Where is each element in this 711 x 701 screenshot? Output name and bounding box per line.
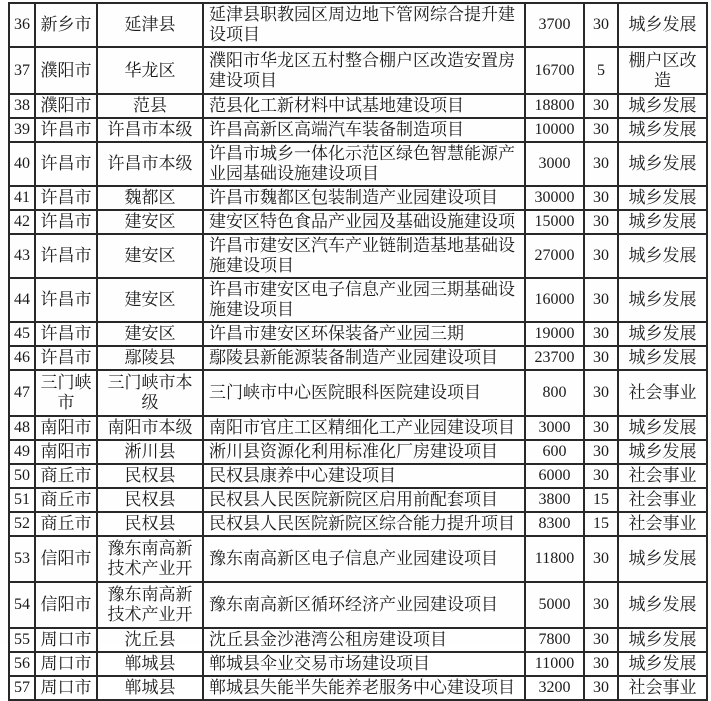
table-row bbox=[9, 536, 707, 582]
cell-term: 30 bbox=[584, 676, 618, 700]
cell-term: 15 bbox=[584, 512, 618, 536]
cell-term: 30 bbox=[584, 94, 618, 118]
cell-amount: 7800 bbox=[525, 628, 584, 652]
cell-category: 城乡发展 bbox=[618, 118, 707, 142]
table-row bbox=[9, 322, 707, 346]
cell-city: 濮阳市 bbox=[35, 47, 97, 94]
cell-amount: 30000 bbox=[525, 186, 584, 210]
cell-amount: 11000 bbox=[525, 652, 584, 676]
cell-project: 郸城县伞业交易市场建设项目 bbox=[203, 652, 525, 676]
cell-city: 周口市 bbox=[35, 652, 97, 676]
cell-project: 许昌市魏都区包装制造产业园建设项目 bbox=[203, 186, 525, 210]
table-row bbox=[9, 118, 707, 142]
cell-term: 5 bbox=[584, 47, 618, 94]
cell-category: 城乡发展 bbox=[618, 440, 707, 464]
table-row bbox=[9, 370, 707, 416]
cell-category: 城乡发展 bbox=[618, 536, 707, 582]
table-row bbox=[9, 186, 707, 210]
table-row bbox=[9, 582, 707, 628]
cell-city: 许昌市 bbox=[35, 210, 97, 234]
cell-county: 郸城县 bbox=[97, 652, 203, 676]
cell-city: 信阳市 bbox=[35, 582, 97, 628]
cell-category: 城乡发展 bbox=[618, 234, 707, 278]
cell-term: 30 bbox=[584, 210, 618, 234]
table-row bbox=[9, 676, 707, 700]
cell-category: 城乡发展 bbox=[618, 186, 707, 210]
cell-category: 城乡发展 bbox=[618, 322, 707, 346]
cell-category: 城乡发展 bbox=[618, 582, 707, 628]
cell-term: 30 bbox=[584, 370, 618, 416]
cell-no: 38 bbox=[9, 94, 35, 118]
cell-category: 城乡发展 bbox=[618, 346, 707, 370]
cell-category: 社会事业 bbox=[618, 370, 707, 416]
cell-project: 许昌市城乡一体化示范区绿色智慧能源产业园基础设施建设项目 bbox=[203, 142, 525, 186]
cell-county: 豫东南高新技术产业开 bbox=[97, 536, 203, 582]
cell-category: 社会事业 bbox=[618, 512, 707, 536]
table-row bbox=[9, 346, 707, 370]
cell-county: 郸城县 bbox=[97, 676, 203, 700]
table-row bbox=[9, 3, 707, 47]
cell-category: 城乡发展 bbox=[618, 416, 707, 440]
cell-no: 50 bbox=[9, 464, 35, 488]
cell-amount: 800 bbox=[525, 370, 584, 416]
cell-category: 城乡发展 bbox=[618, 628, 707, 652]
cell-category: 城乡发展 bbox=[618, 210, 707, 234]
cell-term: 30 bbox=[584, 628, 618, 652]
cell-category: 城乡发展 bbox=[618, 94, 707, 118]
cell-term: 30 bbox=[584, 346, 618, 370]
cell-no: 47 bbox=[9, 370, 35, 416]
cell-project: 许昌市建安区汽车产业链制造基地基础设施建设项目 bbox=[203, 234, 525, 278]
table-row bbox=[9, 94, 707, 118]
cell-no: 51 bbox=[9, 488, 35, 512]
cell-project: 许昌市建安区环保装备产业园三期 bbox=[203, 322, 525, 346]
cell-city: 商丘市 bbox=[35, 488, 97, 512]
cell-category: 社会事业 bbox=[618, 464, 707, 488]
cell-project: 民权县康养中心建设项目 bbox=[203, 464, 525, 488]
cell-city: 许昌市 bbox=[35, 142, 97, 186]
cell-county: 延津县 bbox=[97, 3, 203, 47]
cell-project: 濮阳市华龙区五村整合棚户区改造安置房建设项目 bbox=[203, 47, 525, 94]
cell-county: 许昌市本级 bbox=[97, 118, 203, 142]
cell-county: 民权县 bbox=[97, 488, 203, 512]
cell-term: 30 bbox=[584, 234, 618, 278]
cell-county: 鄢陵县 bbox=[97, 346, 203, 370]
table-row bbox=[9, 652, 707, 676]
cell-project: 许昌高新区高端汽车装备制造项目 bbox=[203, 118, 525, 142]
table-row bbox=[9, 278, 707, 322]
cell-amount: 11800 bbox=[525, 536, 584, 582]
cell-amount: 3000 bbox=[525, 416, 584, 440]
table-row bbox=[9, 464, 707, 488]
table-body bbox=[9, 3, 707, 700]
cell-no: 49 bbox=[9, 440, 35, 464]
cell-county: 三门峡市本级 bbox=[97, 370, 203, 416]
cell-amount: 16700 bbox=[525, 47, 584, 94]
cell-city: 许昌市 bbox=[35, 234, 97, 278]
cell-amount: 600 bbox=[525, 440, 584, 464]
cell-project: 延津县职教园区周边地下管网综合提升建设项目 bbox=[203, 3, 525, 47]
cell-project: 鄢陵县新能源装备制造产业园建设项目 bbox=[203, 346, 525, 370]
cell-amount: 5000 bbox=[525, 582, 584, 628]
cell-project: 沈丘县金沙港湾公租房建设项目 bbox=[203, 628, 525, 652]
cell-county: 建安区 bbox=[97, 210, 203, 234]
cell-amount: 3700 bbox=[525, 3, 584, 47]
cell-amount: 6000 bbox=[525, 464, 584, 488]
cell-term: 30 bbox=[584, 536, 618, 582]
cell-amount: 10000 bbox=[525, 118, 584, 142]
cell-term: 15 bbox=[584, 488, 618, 512]
cell-category: 城乡发展 bbox=[618, 278, 707, 322]
cell-no: 44 bbox=[9, 278, 35, 322]
table-row bbox=[9, 234, 707, 278]
cell-term: 30 bbox=[584, 118, 618, 142]
cell-project: 民权县人民医院新院区综合能力提升项目 bbox=[203, 512, 525, 536]
table-row bbox=[9, 512, 707, 536]
cell-category: 社会事业 bbox=[618, 488, 707, 512]
cell-amount: 18800 bbox=[525, 94, 584, 118]
cell-no: 46 bbox=[9, 346, 35, 370]
cell-city: 信阳市 bbox=[35, 536, 97, 582]
cell-term: 30 bbox=[584, 3, 618, 47]
cell-term: 30 bbox=[584, 142, 618, 186]
table-row bbox=[9, 142, 707, 186]
cell-no: 53 bbox=[9, 536, 35, 582]
cell-city: 许昌市 bbox=[35, 186, 97, 210]
table-row bbox=[9, 210, 707, 234]
cell-term: 30 bbox=[584, 416, 618, 440]
cell-county: 民权县 bbox=[97, 464, 203, 488]
cell-no: 57 bbox=[9, 676, 35, 700]
cell-term: 30 bbox=[584, 464, 618, 488]
cell-city: 濮阳市 bbox=[35, 94, 97, 118]
cell-city: 商丘市 bbox=[35, 464, 97, 488]
cell-county: 沈丘县 bbox=[97, 628, 203, 652]
cell-amount: 8300 bbox=[525, 512, 584, 536]
cell-no: 40 bbox=[9, 142, 35, 186]
cell-county: 豫东南高新技术产业开 bbox=[97, 582, 203, 628]
cell-city: 周口市 bbox=[35, 628, 97, 652]
cell-no: 37 bbox=[9, 47, 35, 94]
cell-city: 许昌市 bbox=[35, 346, 97, 370]
cell-city: 许昌市 bbox=[35, 278, 97, 322]
cell-city: 许昌市 bbox=[35, 322, 97, 346]
cell-county: 范县 bbox=[97, 94, 203, 118]
cell-project: 民权县人民医院新院区启用前配套项目 bbox=[203, 488, 525, 512]
cell-city: 南阳市 bbox=[35, 440, 97, 464]
cell-county: 淅川县 bbox=[97, 440, 203, 464]
cell-no: 48 bbox=[9, 416, 35, 440]
cell-no: 52 bbox=[9, 512, 35, 536]
cell-amount: 16000 bbox=[525, 278, 584, 322]
cell-no: 36 bbox=[9, 3, 35, 47]
cell-project: 范县化工新材料中试基地建设项目 bbox=[203, 94, 525, 118]
cell-city: 商丘市 bbox=[35, 512, 97, 536]
cell-term: 30 bbox=[584, 652, 618, 676]
cell-county: 许昌市本级 bbox=[97, 142, 203, 186]
cell-category: 城乡发展 bbox=[618, 3, 707, 47]
cell-project: 南阳市官庄工区精细化工产业园建设项目 bbox=[203, 416, 525, 440]
cell-amount: 23700 bbox=[525, 346, 584, 370]
table-row bbox=[9, 416, 707, 440]
cell-county: 建安区 bbox=[97, 322, 203, 346]
cell-no: 54 bbox=[9, 582, 35, 628]
cell-amount: 27000 bbox=[525, 234, 584, 278]
cell-category: 棚户区改造 bbox=[618, 47, 707, 94]
cell-amount: 3800 bbox=[525, 488, 584, 512]
cell-city: 许昌市 bbox=[35, 118, 97, 142]
project-list-table bbox=[8, 2, 708, 701]
cell-no: 43 bbox=[9, 234, 35, 278]
cell-project: 淅川县资源化利用标准化厂房建设项目 bbox=[203, 440, 525, 464]
cell-project: 许昌市建安区电子信息产业园三期基础设施建设项目 bbox=[203, 278, 525, 322]
cell-county: 华龙区 bbox=[97, 47, 203, 94]
cell-county: 南阳市本级 bbox=[97, 416, 203, 440]
cell-project: 郸城县失能半失能养老服务中心建设项目 bbox=[203, 676, 525, 700]
cell-term: 30 bbox=[584, 582, 618, 628]
cell-city: 三门峡市 bbox=[35, 370, 97, 416]
cell-no: 41 bbox=[9, 186, 35, 210]
cell-amount: 19000 bbox=[525, 322, 584, 346]
cell-project: 三门峡市中心医院眼科医院建设项目 bbox=[203, 370, 525, 416]
cell-city: 新乡市 bbox=[35, 3, 97, 47]
cell-county: 民权县 bbox=[97, 512, 203, 536]
cell-no: 42 bbox=[9, 210, 35, 234]
cell-county: 建安区 bbox=[97, 234, 203, 278]
cell-term: 30 bbox=[584, 440, 618, 464]
table-row bbox=[9, 440, 707, 464]
cell-county: 魏都区 bbox=[97, 186, 203, 210]
cell-amount: 15000 bbox=[525, 210, 584, 234]
cell-city: 周口市 bbox=[35, 676, 97, 700]
cell-no: 56 bbox=[9, 652, 35, 676]
cell-county: 建安区 bbox=[97, 278, 203, 322]
cell-no: 55 bbox=[9, 628, 35, 652]
cell-amount: 3000 bbox=[525, 142, 584, 186]
cell-amount: 3200 bbox=[525, 676, 584, 700]
cell-no: 39 bbox=[9, 118, 35, 142]
table-row bbox=[9, 47, 707, 94]
cell-category: 社会事业 bbox=[618, 676, 707, 700]
table-row bbox=[9, 628, 707, 652]
cell-project: 建安区特色食品产业园及基础设施建设项 bbox=[203, 210, 525, 234]
cell-term: 30 bbox=[584, 322, 618, 346]
cell-term: 30 bbox=[584, 278, 618, 322]
table-row bbox=[9, 488, 707, 512]
cell-no: 45 bbox=[9, 322, 35, 346]
cell-term: 30 bbox=[584, 186, 618, 210]
cell-project: 豫东南高新区循环经济产业园建设项目 bbox=[203, 582, 525, 628]
cell-category: 城乡发展 bbox=[618, 142, 707, 186]
cell-category: 城乡发展 bbox=[618, 652, 707, 676]
cell-city: 南阳市 bbox=[35, 416, 97, 440]
cell-project: 豫东南高新区电子信息产业园建设项目 bbox=[203, 536, 525, 582]
